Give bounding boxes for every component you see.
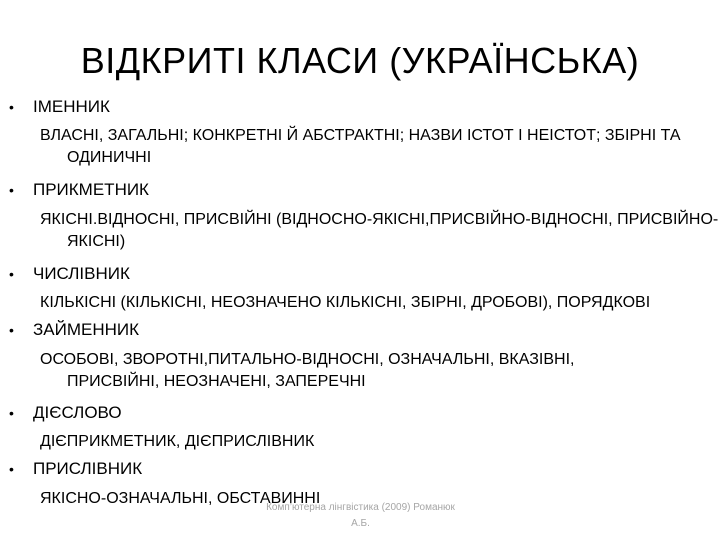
item-subtypes: КІЛЬКІСНІ (КІЛЬКІСНІ, НЕОЗНАЧЕНО КІЛЬКІСНІ, ЗБІРНІ, ДРОБОВІ), ПОРЯДКОВІ: [40, 294, 651, 311]
item-heading: ЗАЙМЕННИК: [33, 320, 140, 339]
slide-title: ВІДКРИТІ КЛАСИ (УКРАЇНСЬКА): [80, 40, 640, 81]
bullet-icon: •: [9, 99, 14, 115]
item-subtypes: ДІЄПРИКМЕТНИК, ДІЄПРИСЛІВНИК: [40, 433, 315, 450]
bullet-icon: •: [9, 322, 14, 338]
item-heading: ІМЕННИК: [33, 97, 110, 116]
item-heading: ДІЄСЛОВО: [33, 403, 122, 422]
bullet-icon: •: [9, 182, 14, 198]
bullet-icon: •: [9, 461, 14, 477]
bullet-icon: •: [9, 266, 14, 282]
slide-footer: Комп’ютерна лінгвістика (2009) Романюк А.Б.: [266, 502, 455, 529]
item-heading: ПРИКМЕТНИК: [33, 180, 149, 199]
bullet-icon: •: [9, 405, 14, 421]
item-heading: ПРИСЛІВНИК: [33, 459, 143, 478]
item-heading: ЧИСЛІВНИК: [33, 264, 130, 283]
item-subtypes: ВЛАСНІ, ЗАГАЛЬНІ; КОНКРЕТНІ Й АБСТРАКТНІ; НАЗВИ ІСТОТ І НЕІСТОТ; ЗБІРНІ ТА ОДИНИЧНІ: [40, 127, 681, 166]
item-subtypes: ЯКІСНІ.ВІДНОСНІ, ПРИСВІЙНІ (ВІДНОСНО-ЯКІСНІ,ПРИСВІЙНО-ВІДНОСНІ, ПРИСВІЙНО-ЯКІСНІ): [40, 211, 719, 250]
item-subtypes: ОСОБОВІ, ЗВОРОТНІ,ПИТАЛЬНО-ВІДНОСНІ, ОЗНАЧАЛЬНІ, ВКАЗІВНІ, ПРИСВІЙНІ, НЕОЗНАЧЕНІ, ЗАПЕРЕЧНІ: [40, 351, 575, 390]
item-subtypes: ЯКІСНО-ОЗНАЧАЛЬНІ, ОБСТАВИННІ: [40, 490, 321, 507]
